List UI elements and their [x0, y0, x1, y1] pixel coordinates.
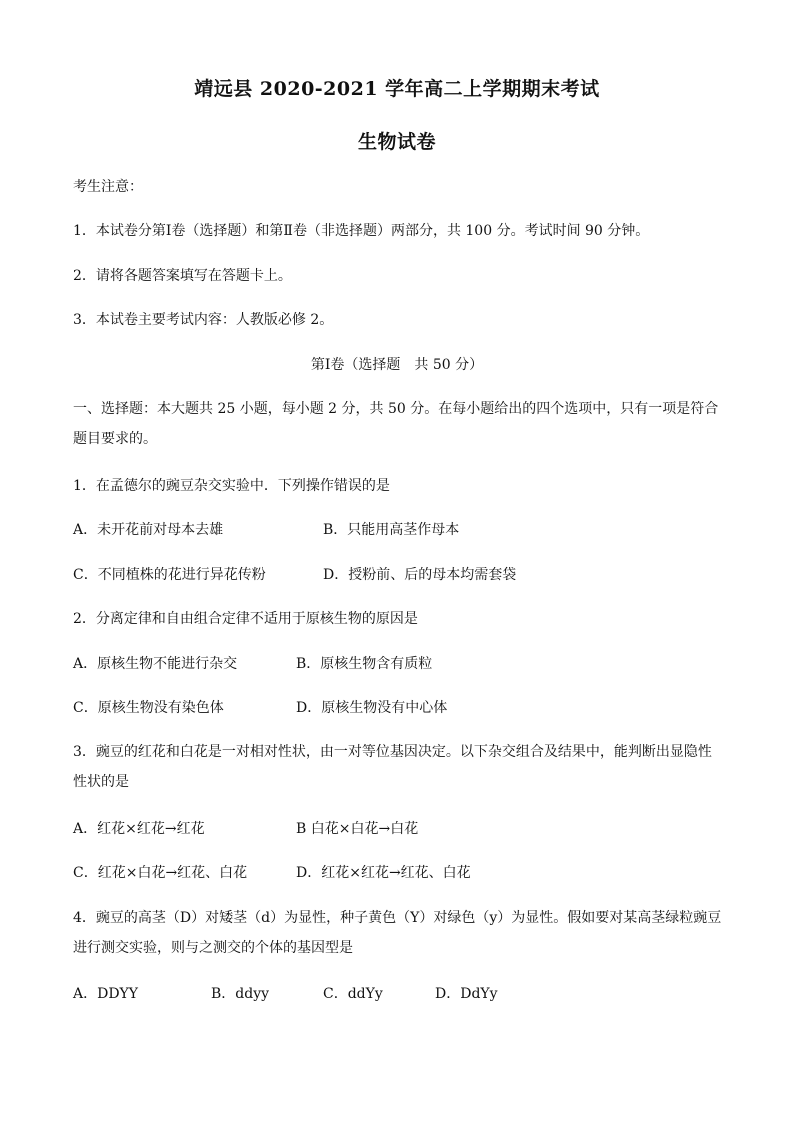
- question-4-option-a: A．DDYY: [73, 986, 139, 1002]
- notice-item-2: 2．请将各题答案填写在答题卡上。: [73, 268, 292, 284]
- question-1-option-a: A．未开花前对母本去雄: [73, 522, 224, 538]
- notice-item-1: 1．本试卷分第Ⅰ卷（选择题）和第Ⅱ卷（非选择题）两部分，共 100 分。考试时间 90 分钟。: [73, 223, 650, 239]
- question-1-option-d: D．授粉前、后的母本均需套袋: [323, 567, 517, 583]
- question-2-option-c: C．原核生物没有染色体: [73, 700, 224, 716]
- question-3-option-b: B 白花×白花→白花: [296, 821, 419, 837]
- question-4-option-b: B．ddyy: [211, 986, 270, 1002]
- question-2-option-d: D．原核生物没有中心体: [296, 700, 448, 716]
- question-3-option-c: C．红花×白花→红花、白花: [73, 865, 248, 881]
- section-title: 第Ⅰ卷（选择题 共 50 分）: [310, 357, 484, 373]
- question-2-option-a: A．原核生物不能进行杂交: [73, 656, 238, 672]
- notice-heading: 考生注意：: [73, 179, 143, 195]
- question-1-stem: 1．在孟德尔的豌豆杂交实验中．下列操作错误的是: [73, 478, 390, 494]
- section-intro: 一、选择题：本大题共 25 小题，每小题 2 分，共 50 分。在每小题给出的四个选项中，只有一项是符合题目要求的。: [73, 401, 719, 447]
- question-2-stem: 2．分离定律和自由组合定律不适用于原核生物的原因是: [73, 611, 418, 627]
- question-4-option-d: D．DdYy: [435, 986, 498, 1002]
- question-3-option-d: D．红花×红花→红花、白花: [296, 865, 471, 881]
- question-1-option-b: B．只能用高茎作母本: [323, 522, 460, 538]
- question-4-stem: 4．豌豆的高茎（D）对矮茎（d）为显性，种子黄色（Y）对绿色（y）为显性。假如要对某高茎绿粒豌豆进行测交实验，则与之测交的个体的基因型是: [73, 910, 722, 956]
- notice-item-3: 3．本试卷主要考试内容：人教版必修 2。: [73, 312, 334, 328]
- question-4-option-c: C．ddYy: [323, 986, 383, 1002]
- question-2-option-b: B．原核生物含有质粒: [296, 656, 433, 672]
- exam-title: 靖远县 2020-2021 学年高二上学期期末考试: [194, 78, 600, 100]
- exam-subtitle: 生物试卷: [357, 131, 436, 153]
- question-3-option-a: A．红花×红花→红花: [73, 821, 205, 837]
- question-3-stem: 3．豌豆的红花和白花是一对相对性状，由一对等位基因决定。以下杂交组合及结果中，能判断出显隐性性状的是: [73, 744, 712, 790]
- question-1-option-c: C．不同植株的花进行异花传粉: [73, 567, 266, 583]
